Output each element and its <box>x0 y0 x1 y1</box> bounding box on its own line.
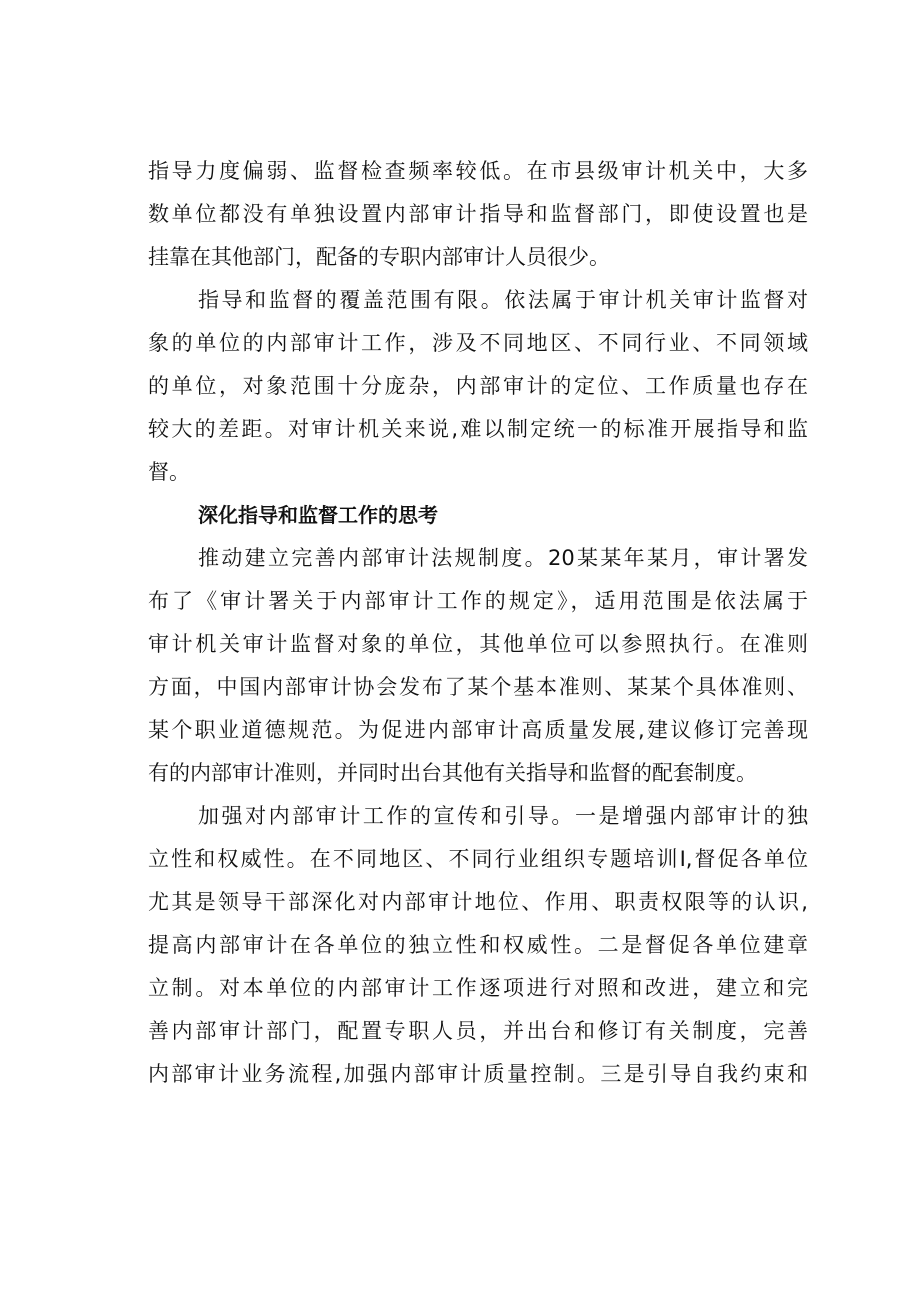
text-line: 指导和监督的覆盖范围有限。依法属于审计机关审计监督对 <box>198 288 808 312</box>
text-line: 加强对内部审计工作的宣传和引导。一是增强内部审计的独 <box>198 804 808 828</box>
text-line: 立性和权威性。在不同地区、不同行业组织专题培训I,督促各单位 <box>148 847 808 871</box>
text-line: 善内部审计部门，配置专职人员，并出台和修订有关制度，完善 <box>148 1019 808 1043</box>
paragraph <box>148 279 808 494</box>
text-line: 数单位都没有单独设置内部审计指导和监督部门，即使设置也是 <box>148 202 808 226</box>
text-line: 内部审计业务流程,加强内部审计质量控制。三是引导自我约束和 <box>148 1062 808 1086</box>
paragraph <box>148 537 808 795</box>
text-line: 尤其是领导干部深化对内部审计地位、作用、职责权限等的认识, <box>148 890 808 914</box>
text-line: 审计机关审计监督对象的单位，其他单位可以参照执行。在准则 <box>148 632 808 656</box>
paragraph <box>148 150 808 279</box>
text-line: 的单位，对象范围十分庞杂，内部审计的定位、工作质量也存在 <box>148 374 808 398</box>
text-line: 方面，中国内部审计协会发布了某个基本准则、某某个具体准则、 <box>148 675 808 699</box>
text-line: 提高内部审计在各单位的独立性和权威性。二是督促各单位建章 <box>148 933 808 957</box>
text-line: 挂靠在其他部门，配备的专职内部审计人员很少。 <box>148 245 610 269</box>
text-line: 立制。对本单位的内部审计工作逐项进行对照和改进，建立和完 <box>148 976 808 1000</box>
text-line: 推动建立完善内部审计法规制度。20某某年某月，审计署发 <box>198 546 808 570</box>
text-line: 某个职业道德规范。为促进内部审计高质量发展,建议修订完善现 <box>148 718 808 742</box>
text-line: 指导力度偏弱、监督检查频率较低。在市县级审计机关中，大多 <box>148 159 808 183</box>
text-line: 较大的差距。对审计机关来说,难以制定统一的标准开展指导和监 <box>148 417 808 441</box>
text-line: 布了《审计署关于内部审计工作的规定》，适用范围是依法属于 <box>148 589 808 613</box>
text-line: 有的内部审计准则，并同时出台其他有关指导和监督的配套制度。 <box>148 761 757 785</box>
paragraph <box>148 795 808 1096</box>
section-heading: 深化指导和监督工作的思考 <box>198 503 438 527</box>
text-line: 象的单位的内部审计工作，涉及不同地区、不同行业、不同领域 <box>148 331 808 355</box>
text-line: 督。 <box>148 460 190 484</box>
document-body <box>148 150 808 1096</box>
